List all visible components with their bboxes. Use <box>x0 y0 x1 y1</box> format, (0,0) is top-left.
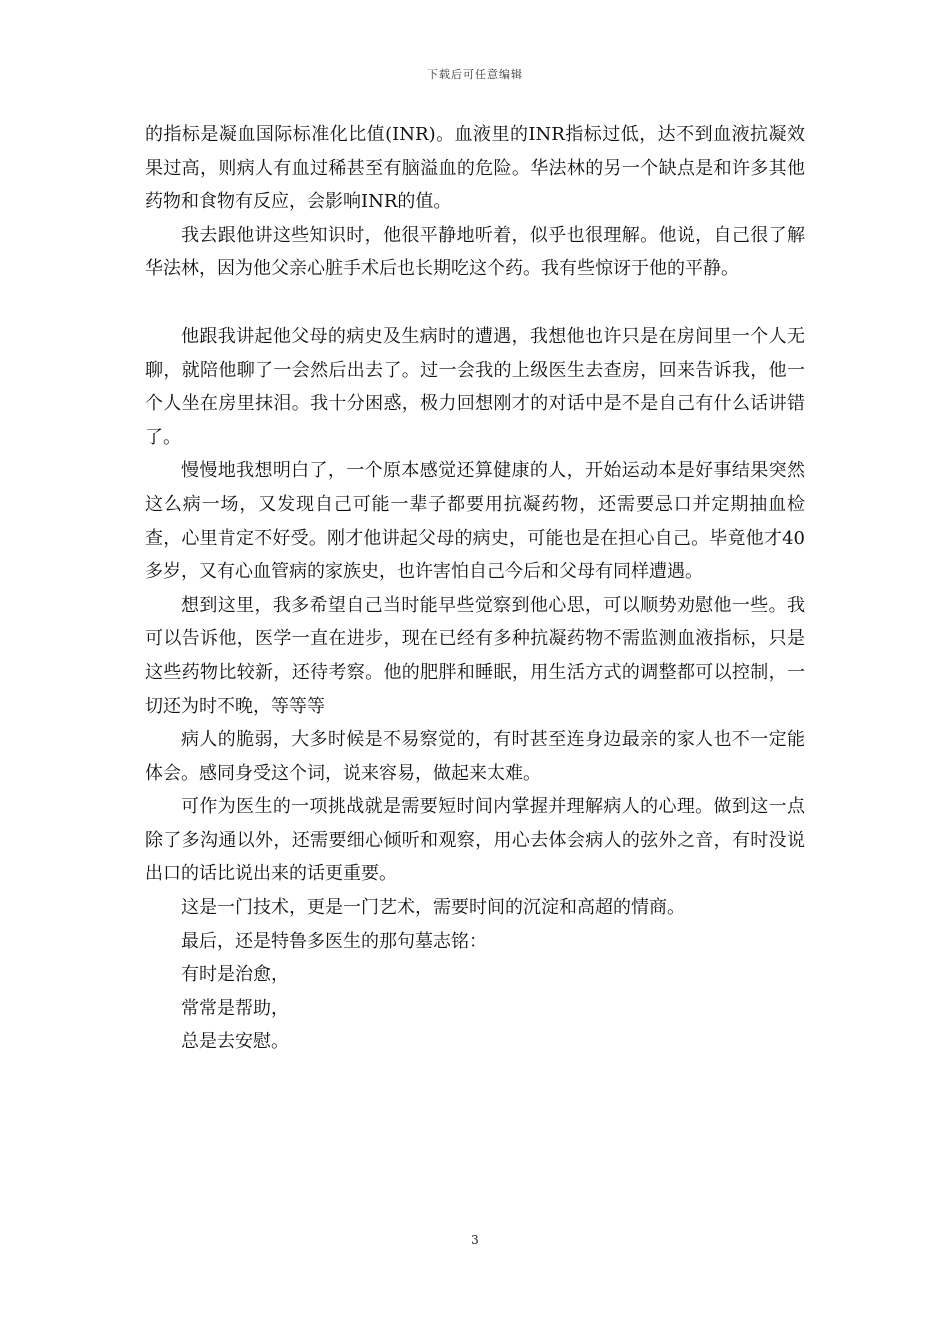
epitaph-line: 常常是帮助， <box>181 997 289 1019</box>
paragraph: 想到这里，我多希望自己当时能早些觉察到他心思，可以顺势劝慰他一些。我可以告诉他，医学一直在进步，现在已经有多种抗凝药物不需监测血液指标，只是这些药物比较新，还待考察。他的肥胖和睡眠，用生活方式的调整都可以控制，一切还为时不晚，等等等 <box>145 594 805 717</box>
paragraph: 我去跟他讲这些知识时，他很平静地听着，似乎也很理解。他说，自己很了解华法林，因为他父亲心脏手术后也长期吃这个药。我有些惊讶于他的平静。 <box>145 224 805 280</box>
paragraph: 最后，还是特鲁多医生的那句墓志铭： <box>181 930 487 952</box>
paragraph: 慢慢地我想明白了，一个原本感觉还算健康的人，开始运动本是好事结果突然这么病一场，又发现自己可能一辈子都要用抗凝药物，还需要忌口并定期抽血检查，心里肯定不好受。刚才他讲起父母的病史，可能也是在担心自己。毕竟他才40多岁，又有心血管病的家族史，也许害怕自己今后和父母有同样遭遇。 <box>145 460 805 583</box>
paragraph: 这是一门技术，更是一门艺术，需要时间的沉淀和高超的情商。 <box>181 897 685 919</box>
epitaph-line: 有时是治愈， <box>181 964 289 986</box>
paragraph: 他跟我讲起他父母的病史及生病时的遭遇，我想他也许只是在房间里一个人无聊，就陪他聊了一会然后出去了。过一会我的上级医生去查房，回来告诉我，他一个人坐在房里抹泪。我十分困惑，极力回想刚才的对话中是不是自己有什么话讲错了。 <box>145 325 805 448</box>
paragraph: 可作为医生的一项挑战就是需要短时间内掌握并理解病人的心理。做到这一点除了多沟通以外，还需要细心倾听和观察，用心去体会病人的弦外之音，有时没说出口的话比说出来的话更重要。 <box>145 796 805 885</box>
paragraph: 病人的脆弱，大多时候是不易察觉的，有时甚至连身边最亲的家人也不一定能体会。感同身受这个词，说来容易，做起来太难。 <box>145 729 805 784</box>
page-number: 3 <box>471 1233 479 1247</box>
epitaph-line: 总是去安慰。 <box>181 1031 289 1053</box>
paragraph-continuation: 的指标是凝血国际标准化比值(INR)。血液里的INR指标过低，达不到血液抗凝效果过高，则病人有血过稀甚至有脑溢血的危险。华法林的另一个缺点是和许多其他药物和食物有反应，会影响INR的值。 <box>145 124 805 213</box>
page-header: 下载后可任意编辑 <box>427 68 523 81</box>
document-body <box>145 118 805 1059</box>
